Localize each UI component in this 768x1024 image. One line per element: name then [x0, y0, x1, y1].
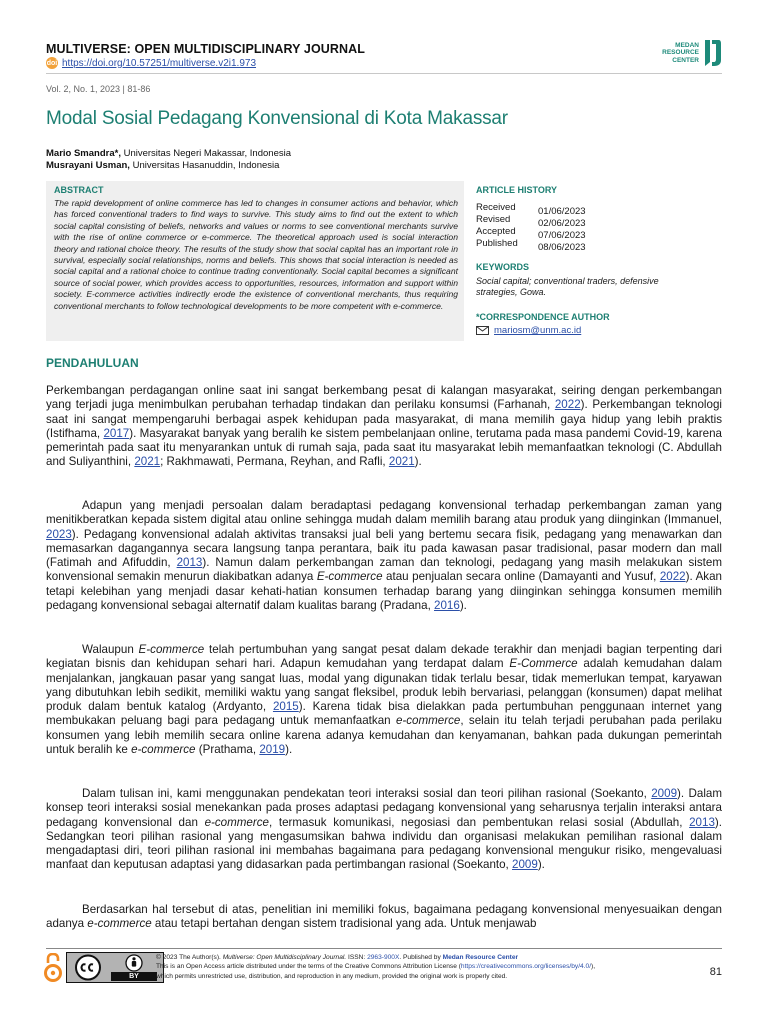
mail-icon [476, 326, 489, 335]
body-text [46, 787, 722, 873]
body-text [46, 384, 722, 470]
abstract-text: The rapid development of online commerce has led to changes in consumer actions and behavior, which has forced conventional traders to find ways to survive. This study aims to find out the extent to which social capital consisting of beliefs, networks and values or norms to see conventional merchants survive with the rise of online commerce or e-commerce. The theoretical approach used is social interaction theory and rational choice theory. The results of the study show that social capital has an important role in survival, especially social relationships, norms and beliefs. This shows that social interaction is needed as social capital and a rational choice to continue trading conventionally. Social capital becomes a significant source of social power, which provides access to opportunities, resources, information and support within society. E-commerce activities indirectly erode the existence of conventional merchants, thus requiring conventional merchants to follow technological developments to be more competent with e-commerce. [54, 198, 458, 311]
paragraph-5: Berdasarkan hal tersebut di atas, penelitian ini memiliki fokus, bagaimana pedagang konvensional menyesuaikan dengan adanya e-commerce atau tetapi bertahan dengan sistem tradisional yang ada. Untuk menjawab [46, 903, 722, 931]
article-title: Modal Sosial Pedagang Konvensional di Kota Makassar [46, 108, 508, 129]
keywords-text: Social capital; conventional traders, defensive strategies, Gowa. [476, 276, 659, 297]
footer-divider [46, 948, 722, 949]
license-icons [44, 952, 164, 983]
author-1: Mario Smandra*, Universitas Negeri Makassar, Indonesia [46, 148, 291, 159]
footer-line-1: © 2023 The Author(s). Multiverse: Open Multidisciplinary Journal. ISSN: 2963-900X. Published by Medan Resource Center [156, 954, 519, 961]
keywords [476, 262, 722, 298]
body-text [46, 643, 722, 757]
license-link[interactable]: https://creativecommons.org/licenses/by/4.0/ [460, 963, 592, 971]
article-history [476, 185, 722, 253]
header-divider [46, 73, 722, 74]
open-access-icon [44, 953, 62, 983]
publisher-logo [662, 38, 722, 68]
by-label: BY [111, 972, 157, 981]
logo-mark-icon [702, 38, 722, 68]
section-heading: PENDAHULUAN [46, 356, 139, 370]
correspondence [476, 312, 722, 336]
history-dates: 01/06/2023 02/06/2023 07/06/2023 08/06/2023 [538, 206, 586, 253]
abstract-heading: ABSTRACT [54, 185, 104, 195]
abstract-box [46, 181, 464, 341]
paragraph-2: Adapun yang menjadi persoalan dalam beradaptasi pedagang konvensional terhadap perkembangan zaman yang menitikberatkan kepada sistem digital atau online sehingga mudah dalam memilih barang atau produk yang diinginkan (Immanuel, 2023). Pedagang konvensional adalah aktivitas transaksi jual beli yang bertemu secara fisik, pedagang yang menawarkan dan memasarkan dagangannya secara langsung tanpa perantara, baik itu pada kawasan pasar tradisional, pasar modern dan mall (Fatimah and Afifuddin, 2013). Namun dalam perkembangan zaman dan teknologi, pedagang yang masih melakukan sistem konvensional semakin menurun diakibatkan adanya E-commerce atau penjualan secara online (Damayanti and Yusuf, 2022). Akan tetapi kelebihan yang menjadi dasar kehati-hatian konsumen terhadap barang yang diinginkan sehingga konsumen memilih pedagang konvensional sebagai alternatif dalam kualitas barang (Pradana, 2016). [46, 499, 723, 613]
article-history-heading: ARTICLE HISTORY [476, 185, 558, 195]
logo-text: MEDAN RESOURCE CENTER [662, 41, 699, 64]
body-text [46, 903, 722, 932]
paragraph-3: Walaupun E-commerce telah pertumbuhan yang sangat pesat dalam dekade terakhir dan menjadi bagian terpenting dari kegiatan bisnis dan kehidupan sehari hari. Adapun kemudahan yang terdapat dalam E-Commerce adalah kemudahan dalam menjalankan, jangkauan pasar yang sangat luas, modal yang digunakan tidak terlalu besar, tidak memerlukan tempat, karyawan yang dibutuhkan lebih sedikit, memiliki waktu yang sangat fleksibel, produk lebih bervariasi, pelanggan (konsumen) dapat melihat produk dalam bentuk katalog (Ardyanto, 2015). Karena tidak bisa dielakkan pada pertumbuhan penggunaan internet yang membukakan peluang bagi para pedagang untuk memanfaatkan e-commerce, selain itu telah terjadi perubahan pada perilaku konsumen yang lebih memilih secara online karena adanya kemudahan dan kenyamanan, bahkan pada dukungan pemerintah untuk beralih ke e-commerce (Prathama, 2019). [46, 643, 722, 757]
page-number: 81 [709, 966, 722, 978]
volume-info: Vol. 2, No. 1, 2023 | 81-86 [46, 84, 151, 94]
footer-line-2: This is an Open Access article distributed under the terms of the Creative Commons Attribution License (https://creativecommons.org/licenses/by/4.0/), [156, 963, 596, 971]
author-list [46, 148, 291, 172]
body-text [46, 499, 722, 613]
paragraph-1: Perkembangan perdagangan online saat ini sangat berkembang pesat di kalangan masyarakat, seiring dengan perkembangan yang terjadi juga menimbulkan perubahan terhadap tindakan dan perilaku konsumsi (Farhanah, 2022). Perkembangan teknologi saat ini sangat mempengaruhi berbagai aspek kehidupan pada masyarakat, di mana memilih gaya hidup yang lebih praktis (Istifhama, 2017). Masyarakat banyak yang beralih ke sistem pembelanjaan online, terutama pada masa pandemi Covid-19, karena pemerintah pada saat itu menyarankan untuk di rumah saja, pada saat itu masyarakat lebih memanfaatkan teknologi (C. Abdullah and Suliyanthini, 2021; Rakhmawati, Permana, Reyhan, and Rafli, 2021). [46, 384, 722, 469]
footer-line-3: which permits unrestricted use, distribution, and reproduction in any medium, provided the original work is properly cited. [156, 972, 508, 980]
email-link[interactable]: mariosm@unm.ac.id [494, 325, 582, 336]
author-2: Musrayani Usman, Universitas Hasanuddin, Indonesia [46, 160, 280, 171]
correspondence-heading: *CORRESPONDENCE AUTHOR [476, 312, 610, 322]
paragraph-4: Dalam tulisan ini, kami menggunakan pendekatan teori interaksi sosial dan teori pilihan rasional (Soekanto, 2009). Dalam konsep teori interaksi sosial menekankan pada proses adaptasi pedagang konvensional yang seharusnya terjalin interaksi antara pedagang konvensional dan e-commerce, termasuk komunikasi, negosiasi dan pembentukan relasi sosial (Abdullah, 2013). Sedangkan teori pilihan rasional yang mengasumsikan bahwa individu dan organisasi melakukan pemilihan rasional dalam mengadaptasi diri, teori pilihan rasional ini membahas bagaimana para pedagang konvensional mengukur risiko, mengevaluasi manfaat dan keputusan adaptasi yang didasarkan pada pertimbangan rasional (Soekanto, 2009). [46, 787, 722, 872]
journal-name: MULTIVERSE: OPEN MULTIDISCIPLINARY JOURNAL [46, 42, 366, 56]
correspondence-email [476, 325, 722, 336]
doi-link[interactable]: https://doi.org/10.57251/multiverse.v2i1.973 [62, 57, 257, 69]
doi-icon: doi [46, 57, 58, 69]
cc-by-badge[interactable] [66, 952, 164, 983]
keywords-heading: KEYWORDS [476, 262, 530, 272]
cc-icon [73, 954, 103, 981]
person-icon [125, 954, 143, 972]
doi-line [46, 57, 256, 69]
history-labels: Received Revised Accepted Published [476, 202, 518, 249]
license-text [156, 953, 676, 981]
